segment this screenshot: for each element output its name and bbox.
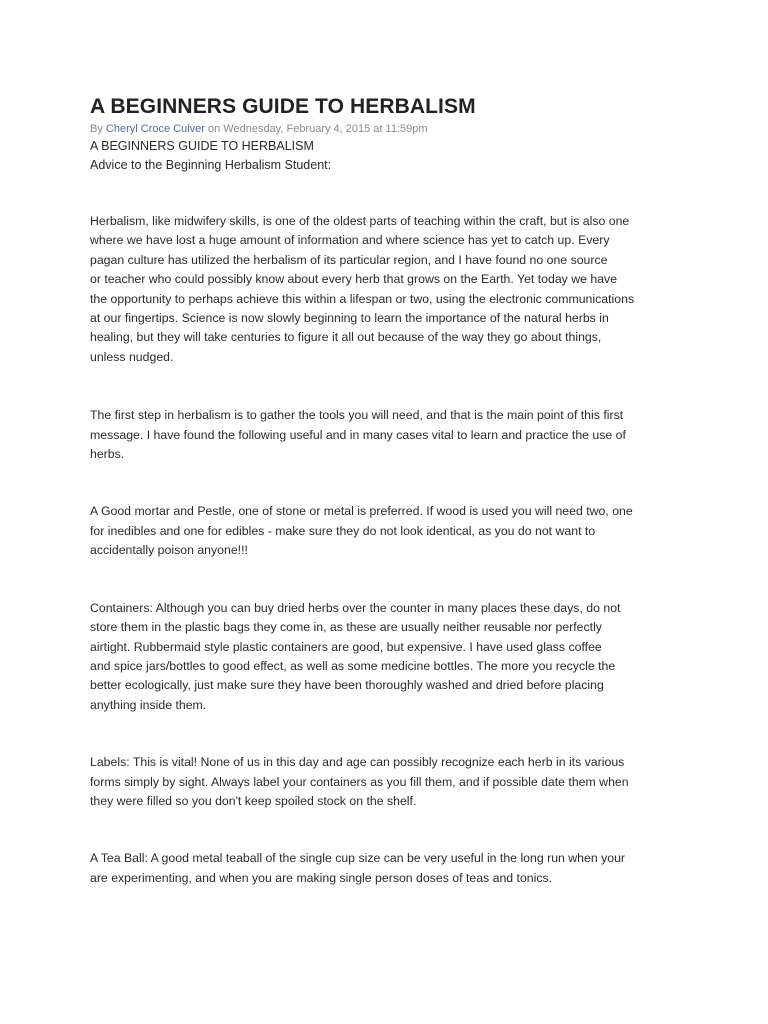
text-line: A Tea Ball: A good metal teaball of the single cup size can be very useful in the long run when your (90, 851, 626, 866)
subtitle (90, 137, 690, 175)
text-line: Labels: This is vital! None of us in this day and age can possibly recognize each herb in its various (90, 755, 625, 770)
text-line: Herbalism, like midwifery skills, is one of the oldest parts of teaching within the craft, but is also one (90, 214, 630, 228)
text-line: they were filled so you don't keep spoiled stock on the shelf. (90, 793, 417, 808)
author-link[interactable]: Cheryl Croce Culver (105, 123, 205, 135)
paragraph-tea-ball (90, 849, 690, 888)
text-line: pagan culture has utilized the herbalism of its particular region, and I have found no one source (90, 252, 608, 267)
paragraph-first-step (90, 406, 690, 464)
paragraph-intro (90, 212, 690, 367)
text-line: better ecologically, just make sure they have been thoroughly washed and dried before placing (90, 678, 604, 693)
text-line: The first step in herbalism is to gather the tools you will need, and that is the main point of this first (90, 408, 624, 423)
text-line: and spice jars/bottles to good effect, as well as some medicine bottles. The more you recycle the (90, 658, 616, 673)
paragraph-mortar-pestle (90, 502, 690, 560)
text-line: Containers: Although you can buy dried herbs over the counter in many places these days, do not (90, 600, 621, 615)
text-line: message. I have found the following useful and in many cases vital to learn and practice the use of (90, 427, 626, 442)
text-line: herbs. (90, 447, 125, 462)
paragraph-containers (90, 599, 690, 715)
text-line: at our fingertips. Science is now slowly beginning to learn the importance of the natural herbs in (90, 311, 609, 326)
byline-date: on Wednesday, February 4, 2015 at 11:59pm (208, 123, 428, 135)
text-line: store them in the plastic bags they come in, as these are usually neither reusable nor perfectly (90, 620, 602, 635)
text-line: where we have lost a huge amount of information and where science has yet to catch up. Every (90, 233, 610, 248)
byline (90, 121, 690, 137)
text-line: for inedibles and one for edibles - make sure they do not look identical, as you do not want to (90, 523, 596, 538)
text-line: accidentally poison anyone!!! (90, 543, 248, 558)
article-title: A BEGINNERS GUIDE TO HERBALISM (90, 95, 476, 118)
paragraph-labels (90, 753, 690, 811)
article (90, 94, 690, 888)
text-line: healing, but they will take centuries to figure it all out because of the way they go about things, (90, 330, 602, 345)
text-line: forms simply by sight. Always label your containers as you fill them, and if possible date them when (90, 774, 629, 789)
text-line: are experimenting, and when you are making single person doses of teas and tonics. (90, 870, 553, 885)
text-line: anything inside them. (90, 697, 207, 712)
text-line: unless nudged. (90, 349, 174, 364)
subtitle-line: A BEGINNERS GUIDE TO HERBALISM (90, 139, 314, 153)
byline-prefix: By (90, 123, 103, 135)
subtitle-line: Advice to the Beginning Herbalism Student: (90, 158, 332, 172)
text-line: or teacher who could possibly know about every herb that grows on the Earth. Yet today we have (90, 272, 618, 287)
text-line: airtight. Rubbermaid style plastic containers are good, but expensive. I have used glass coffee (90, 639, 602, 654)
text-line: A Good mortar and Pestle, one of stone or metal is preferred. If wood is used you will need two, one (90, 504, 633, 519)
text-line: the opportunity to perhaps achieve this within a lifespan or two, using the electronic communications (90, 291, 635, 306)
